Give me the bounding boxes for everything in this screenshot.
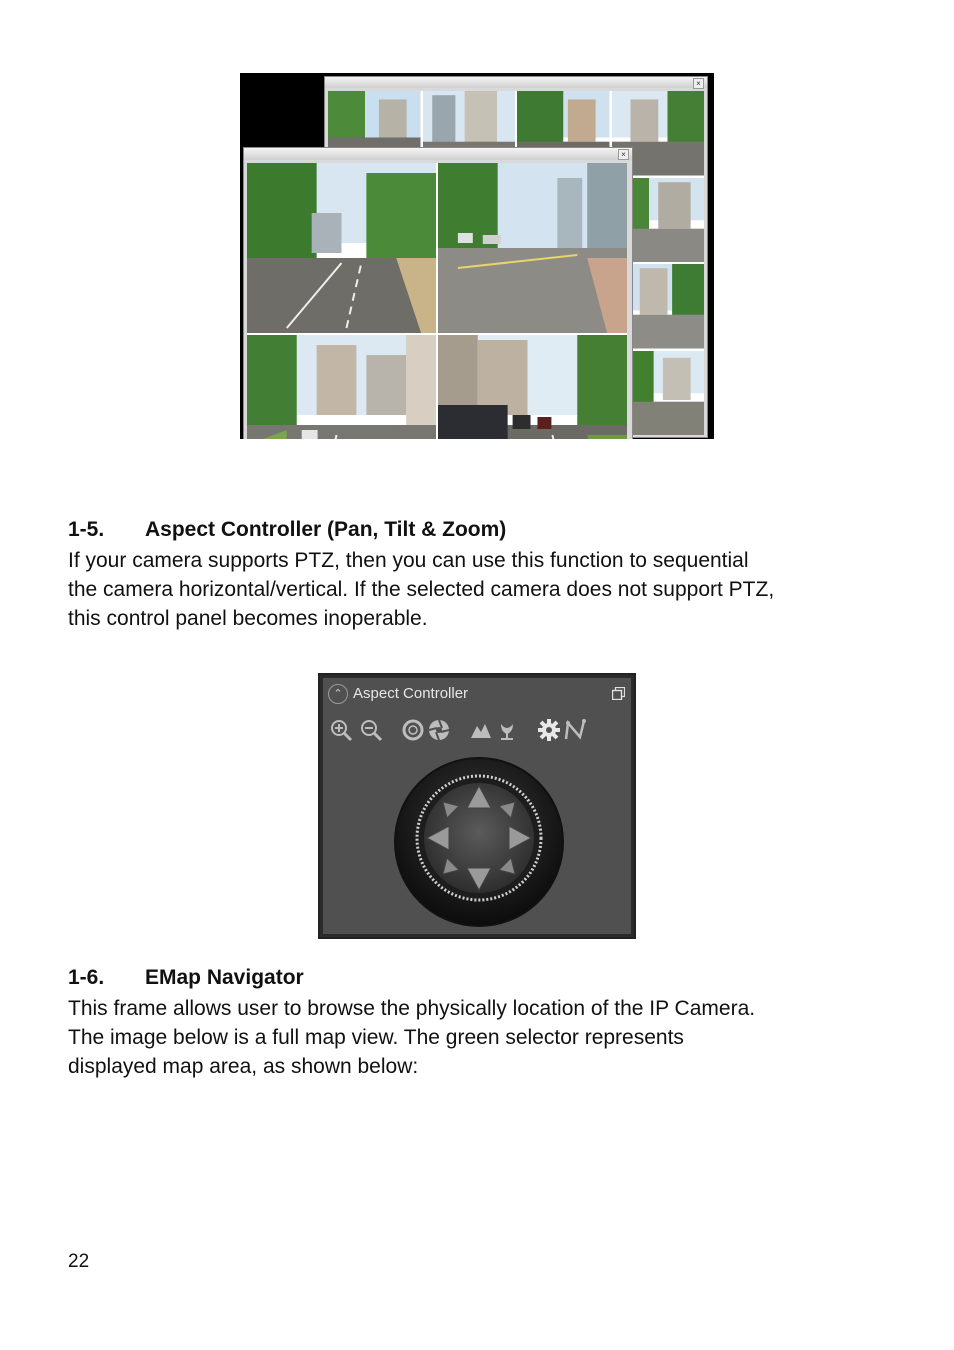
ptz-toolbar	[329, 718, 619, 746]
panel-body	[323, 678, 631, 934]
ptz-joystick[interactable]	[393, 756, 565, 928]
body-line: the camera horizontal/vertical. If the selected camera does not support PTZ,	[68, 578, 775, 601]
section-number: 1-6.	[68, 966, 105, 989]
camera-mosaic-figure	[240, 73, 714, 439]
restore-window-icon[interactable]	[612, 687, 625, 700]
section-1-6-body	[68, 994, 888, 1081]
page-number: 22	[68, 1251, 90, 1272]
video-tile	[438, 335, 627, 439]
section-number: 1-5.	[68, 518, 105, 541]
body-line: this control panel becomes inoperable.	[68, 607, 428, 630]
background-window-titlebar	[325, 77, 707, 88]
video-tile	[438, 163, 627, 333]
video-tile	[247, 163, 436, 333]
section-title: Aspect Controller (Pan, Tilt & Zoom)	[145, 518, 507, 541]
section-1-5-body	[68, 546, 888, 633]
body-line: The image below is a full map view. The green selector represents	[68, 1026, 684, 1049]
foreground-window-titlebar	[244, 148, 632, 160]
foreground-camera-window	[243, 147, 633, 439]
iris-open-icon[interactable]	[469, 718, 493, 742]
foreground-video-grid	[247, 163, 627, 439]
section-heading-1-6	[68, 966, 304, 990]
section-heading-1-5	[68, 518, 506, 542]
collapse-icon[interactable]: ⌃	[328, 684, 348, 704]
body-line: This frame allows user to browse the physically location of the IP Camera.	[68, 997, 756, 1020]
zoom-out-icon[interactable]	[359, 718, 383, 742]
zoom-in-icon[interactable]	[329, 718, 353, 742]
patrol-icon[interactable]	[563, 718, 587, 742]
focus-near-icon[interactable]	[401, 718, 425, 742]
video-tile	[247, 335, 436, 439]
section-title: EMap Navigator	[145, 966, 304, 989]
body-line: displayed map area, as shown below:	[68, 1055, 419, 1078]
foreground-window-close-icon: ×	[618, 149, 629, 160]
aspect-controller-panel	[318, 673, 636, 939]
settings-icon[interactable]	[537, 718, 561, 742]
panel-title: Aspect Controller	[353, 685, 469, 702]
body-line: If your camera supports PTZ, then you can use this function to sequential	[68, 549, 749, 572]
background-window-close-icon: ×	[693, 78, 704, 89]
panel-header	[323, 678, 631, 710]
iris-close-icon[interactable]	[495, 718, 519, 742]
focus-far-icon[interactable]	[427, 718, 451, 742]
